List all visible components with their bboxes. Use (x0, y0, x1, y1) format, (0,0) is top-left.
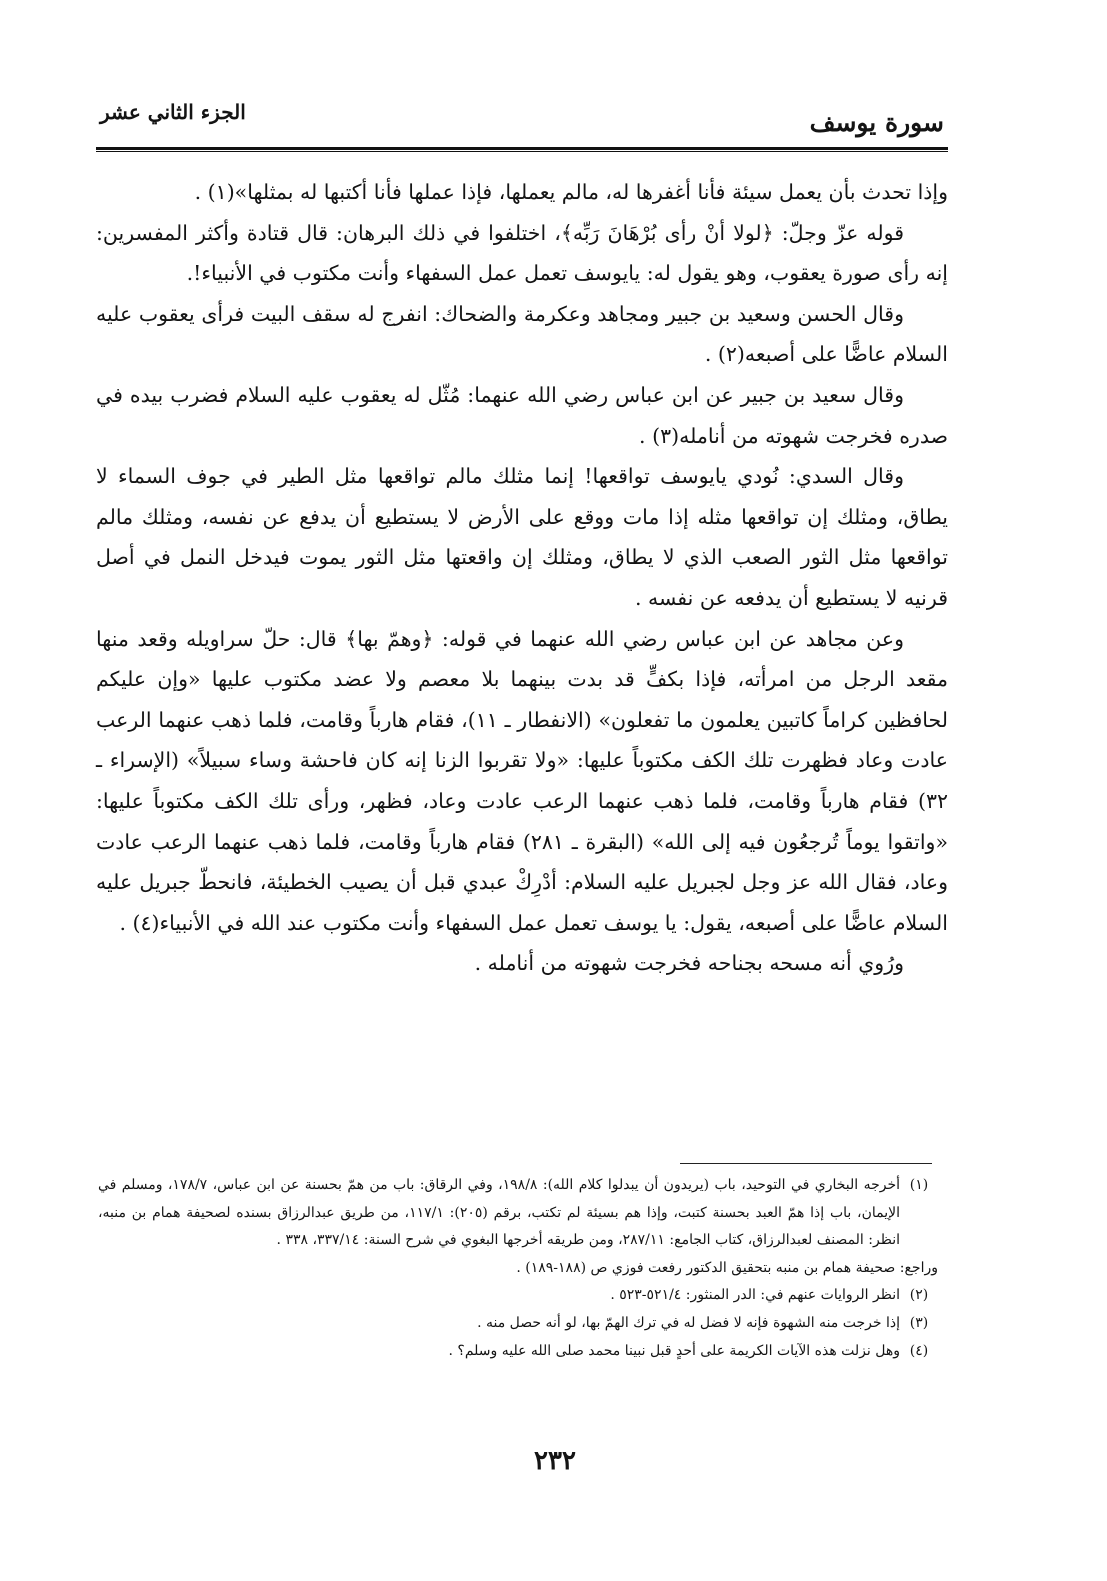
footnote-text: أخرجه البخاري في التوحيد، باب (يريدون أن يبدلوا كلام الله): ١٩٨/٨، وفي الرقاق: باب من همّ بحسنة عن ابن عباس، ١٧٨/٧، ومسلم في الإيمان، باب إذا همّ العبد بحسنة كتبت، وإذا هم بسيئة لم تكتب، برقم (٢٠٥): ١١٧/١، من طريق عبدالرزاق بسنده لصحيفة همام بن منبه، انظر: المصنف لعبدالرزاق، كتاب الجامع: ٢٨٧/١١، ومن طريقه أخرجها البغوي في شرح السنة: ٣٣٧/١٤، ٣٣٨ . (98, 1177, 900, 1249)
paragraph: ورُوي أنه مسحه بجناحه فخرجت شهوته من أنامله . (474, 951, 904, 976)
footnote-text: إذا خرجت منه الشهوة فإنه لا فضل له في ترك الهمّ بها، لو أنه حصل منه . (477, 1314, 900, 1331)
paragraph: وقال الحسن وسعيد بن جبير ومجاهد وعكرمة والضحاك: انفرج له سقف البيت فرأى يعقوب عليه السلام عاضًّا على أصبعه(٢) . (96, 301, 948, 367)
footnote-rule (680, 1163, 932, 1164)
paragraph: قوله عزّ وجلّ: ﴿لولا أنْ رأى بُرْهَانَ رَبِّه﴾، اختلفوا في ذلك البرهان: قال قتادة وأكثر المفسرين: إنه رأى صورة يعقوب، وهو يقول له: يايوسف تعمل عمل السفهاء وأنت مكتوب في الأنبياء!. (96, 220, 948, 286)
footnote-number: (٤) (909, 1342, 929, 1359)
footnote-item (98, 1310, 938, 1338)
footnote-number: (٣) (909, 1314, 929, 1331)
footnote-text: وهل نزلت هذه الآيات الكريمة على أحدٍ قبل نبينا محمد صلى الله عليه وسلم؟ . (448, 1342, 900, 1359)
paragraph: وقال السدي: نُودي يايوسف تواقعها! إنما مثلك مالم تواقعها مثل الطير في جوف السماء لا يطاق، ومثلك إن تواقعها مثله إذا مات ووقع على الأرض لا يستطيع أن يدفع عن نفسه، ومثلك مالم تواقعها مثل الثور الصعب الذي لا يطاق، ومثلك إن واقعتها مثل الثور يموت فيدخل النمل في أصل قرنيه لا يستطيع أن يدفعه عن نفسه . (96, 464, 948, 610)
running-header (96, 98, 948, 142)
header-rule (96, 147, 948, 152)
footnote-continuation: وراجع: صحيفة همام بن منبه بتحقيق الدكتور رفعت فوزي ص (١٨٨-١٨٩) . (516, 1259, 938, 1276)
footnote-item (98, 1338, 938, 1366)
page-number: ٢٣٢ (534, 1446, 576, 1476)
footnote-number: (٢) (909, 1287, 929, 1304)
footnotes (98, 1172, 938, 1365)
paragraph: وعن مجاهد عن ابن عباس رضي الله عنهما في قوله: ﴿وهمّ بها﴾ قال: حلّ سراويله وقعد منها مقعد الرجل من امرأته، فإذا بكفٍّ قد بدت بينهما بلا معصم ولا عضد مكتوب عليها «وإن عليكم لحافظين كراماً كاتبين يعلمون ما تفعلون» (الانفطار ـ ١١)، فقام هارباً وقامت، فلما ذهب عنهما الرعب عادت وعاد فظهرت تلك الكف مكتوباً عليها: «ولا تقربوا الزنا إنه كان فاحشة وساء سبيلاً» (الإسراء ـ ٣٢) فقام هارباً وقامت، فلما ذهب عنهما الرعب عادت وعاد، فظهر، ورأى تلك الكف مكتوباً عليها: «واتقوا يوماً تُرجعُون فيه إلى الله» (البقرة ـ ٢٨١) فقام هارباً وقامت، فلما ذهب عنهما الرعب عادت وعاد، فقال الله عز وجل لجبريل عليه السلام: أدْرِكْ عبدي قبل أن يصيب الخطيئة، فانحطّ جبريل عليه السلام عاضًّا على أصبعه، يقول: يا يوسف تعمل عمل السفهاء وأنت مكتوب عند الله في الأنبياء(٤) . (96, 626, 949, 935)
footnote-text: انظر الروايات عنهم في: الدر المنثور: ٥٢١/٤-٥٢٣ . (610, 1287, 900, 1304)
surah-title: سورة يوسف (809, 108, 944, 137)
main-text (96, 172, 948, 984)
footnote-number: (١) (909, 1177, 929, 1193)
footnote-item (98, 1282, 938, 1310)
footnote-item (98, 1172, 938, 1255)
juz-title: الجزء الثاني عشر (100, 100, 246, 124)
paragraph: وإذا تحدث بأن يعمل سيئة فأنا أغفرها له، مالم يعملها، فإذا عملها فأنا أكتبها له بمثلها»(١) . (194, 180, 948, 204)
paragraph: وقال سعيد بن جبير عن ابن عباس رضي الله عنهما: مُثّل له يعقوب عليه السلام فضرب بيده في صدره فخرجت شهوته من أنامله(٣) . (96, 382, 948, 448)
